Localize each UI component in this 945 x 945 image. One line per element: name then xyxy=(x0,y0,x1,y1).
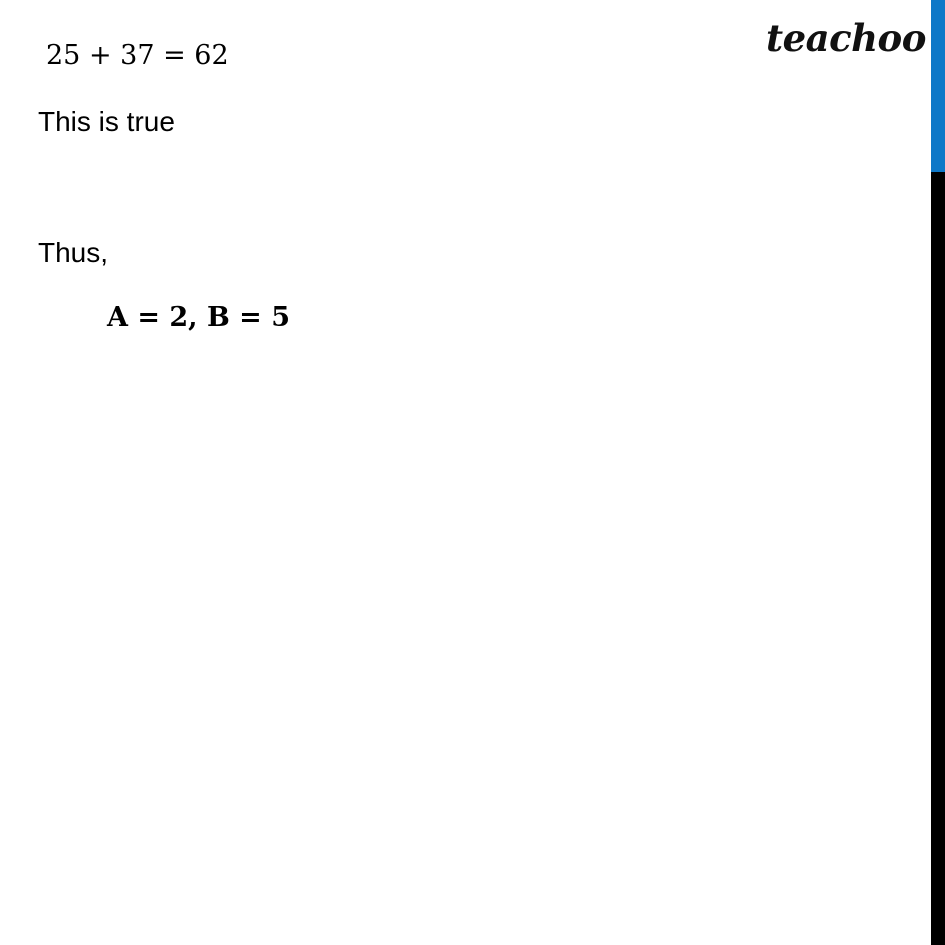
conclusion-label: Thus, xyxy=(38,237,109,268)
teachoo-logo: teachoo xyxy=(766,16,926,60)
sum-equation: 25 + 37 = 62 xyxy=(46,40,229,71)
sidebar-bar xyxy=(931,0,945,945)
truth-statement: This is true xyxy=(38,106,175,137)
final-answer: A = 2, B = 5 xyxy=(107,302,290,333)
sidebar-accent xyxy=(931,0,945,172)
